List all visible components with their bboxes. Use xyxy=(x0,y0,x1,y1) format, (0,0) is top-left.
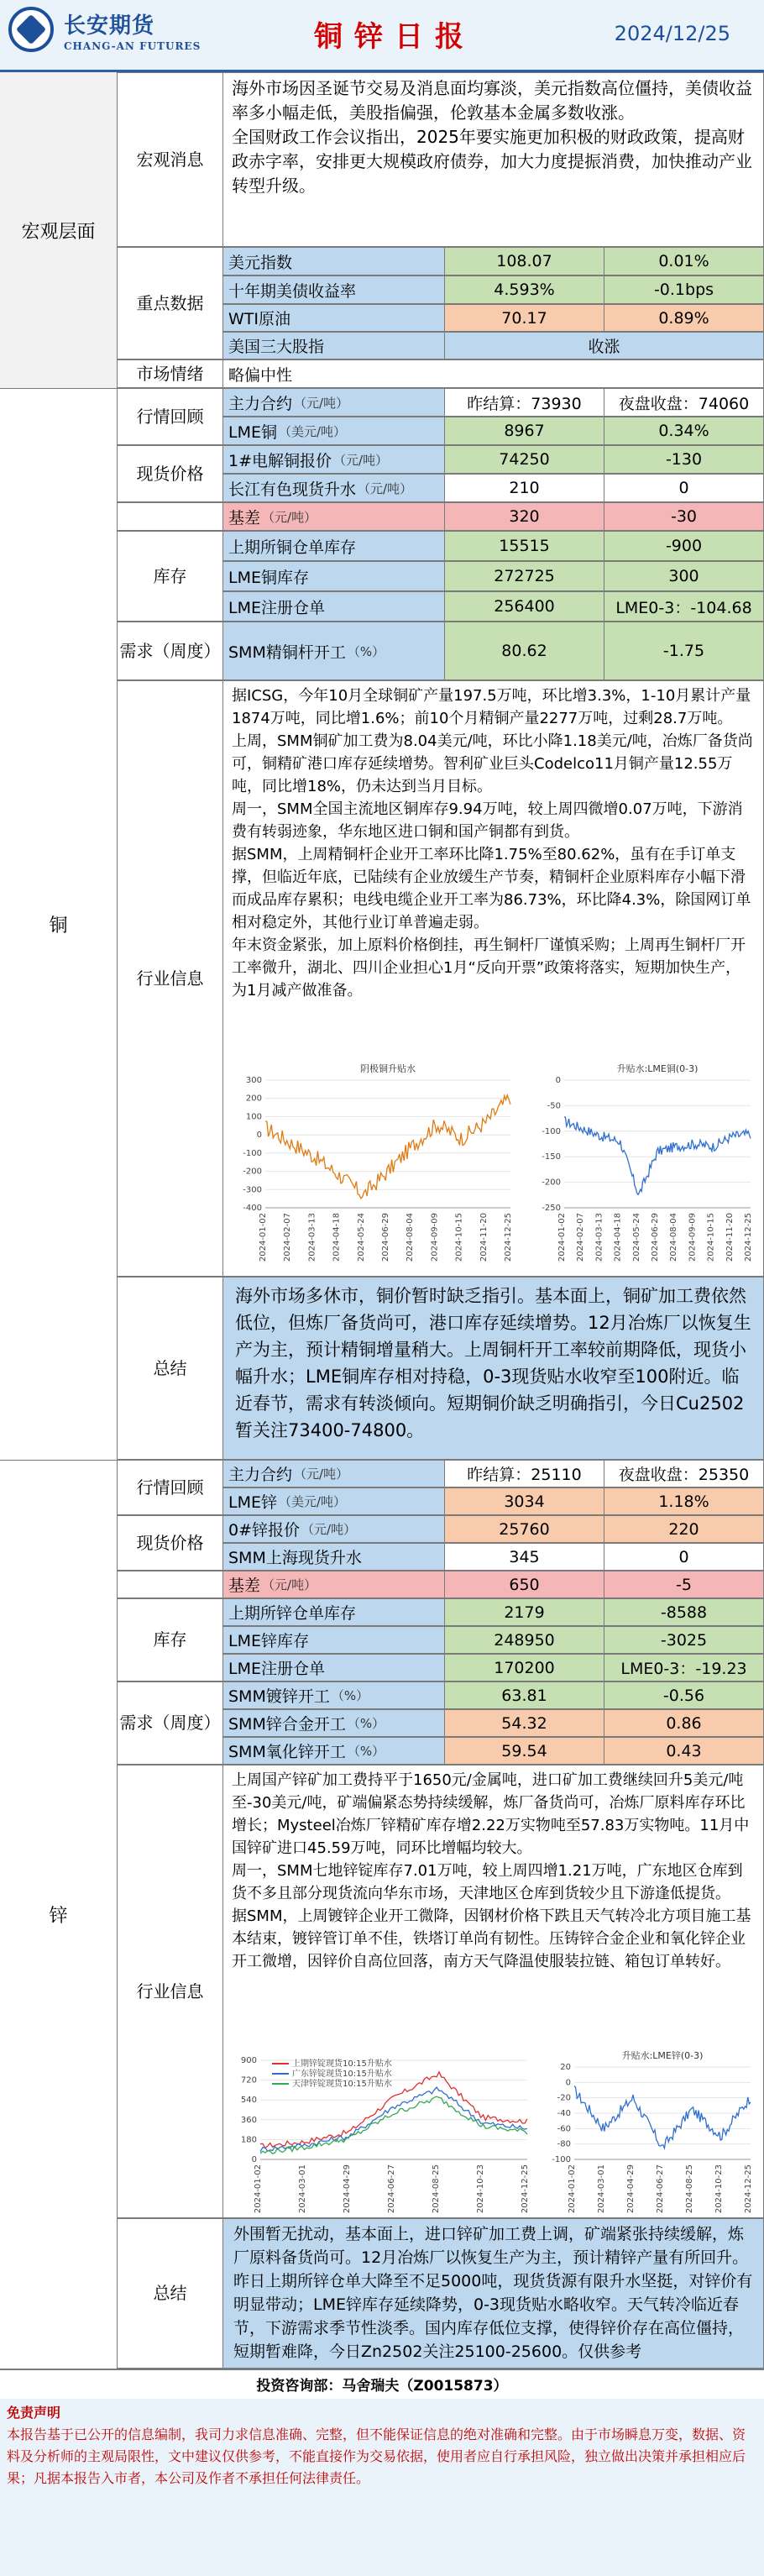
copper-rod-operating-value: 80.62 xyxy=(445,622,604,680)
row-label-review: 行情回顾 xyxy=(118,388,223,445)
copper-spot-premium xyxy=(223,474,445,502)
item-unit: （美元/吨） xyxy=(278,1494,347,1509)
key-data-name: 美国三大股指 xyxy=(223,332,445,359)
row-label-stock: 库存 xyxy=(118,531,223,622)
logo-icon xyxy=(8,7,54,52)
x-tick-label: 2024-04-29 xyxy=(343,2164,352,2213)
x-tick-label: 2024-03-01 xyxy=(597,2164,606,2213)
report-title: 铜锌日报 xyxy=(314,20,475,54)
key-data-name: WTI原油 xyxy=(223,304,445,332)
item-name: SMM上海现货升水 xyxy=(228,1549,362,1567)
section-label: 宏观层面 xyxy=(21,221,96,243)
y-tick-label: -100 xyxy=(243,1148,262,1158)
copper-prev-settle: 昨结算：73930 xyxy=(445,388,604,417)
legend-label: 天津锌锭现货10:15升贴水 xyxy=(292,2080,392,2089)
item-name: SMM氧化锌开工 xyxy=(228,1743,346,1761)
market-sentiment: 略偏中性 xyxy=(223,359,764,388)
zinc-lme-stock-change: -3025 xyxy=(604,1626,764,1654)
zinc-oxide-operating xyxy=(223,1737,445,1765)
zinc-alloy-value: 54.32 xyxy=(445,1709,604,1737)
copper-spot-price: 74250 xyxy=(445,445,604,474)
row-label-empty xyxy=(118,502,223,531)
x-tick-label: 2024-03-13 xyxy=(594,1213,604,1262)
section-zinc xyxy=(0,1460,118,2369)
copper-lme-spread: LME0-3：-104.68 xyxy=(604,591,764,622)
x-tick-label: 2024-03-01 xyxy=(298,2164,307,2213)
zinc-lme-change: 1.18% xyxy=(604,1487,764,1515)
y-tick-label: 0 xyxy=(555,1076,561,1085)
copper-basis xyxy=(223,502,445,531)
copper-shfe-warrant: 上期所铜仓单库存 xyxy=(223,531,445,561)
chart-svg xyxy=(546,2047,757,2213)
zinc-lme-spread: LME0-3：-19.23 xyxy=(604,1654,764,1681)
zinc-lme xyxy=(223,1487,445,1515)
row-label-review: 行情回顾 xyxy=(118,1460,223,1515)
zinc-lme-stock-value: 248950 xyxy=(445,1626,604,1654)
key-data-name: 十年期美债收益率 xyxy=(223,275,445,304)
zinc-lme-warrant: LME注册仓单 xyxy=(223,1654,445,1681)
chart-svg xyxy=(232,2047,534,2213)
x-tick-label: 2024-01-02 xyxy=(568,2164,577,2213)
legend-label: 广东锌锭现货10:15升贴水 xyxy=(292,2070,392,2079)
y-tick-label: 0 xyxy=(256,1131,262,1141)
chart-title: 升贴水:LME铜(0-3) xyxy=(616,1063,699,1074)
chart-lme-copper-spread xyxy=(531,1060,757,1270)
chart-title: 阴极铜升贴水 xyxy=(360,1063,416,1074)
zinc-spot-quote xyxy=(223,1515,445,1543)
row-label-spot: 现货价格 xyxy=(118,445,223,502)
key-data-change: 0.01% xyxy=(604,247,764,275)
row-label-empty xyxy=(118,1571,223,1598)
x-tick-label: 2024-04-18 xyxy=(613,1213,623,1262)
macro-news-paragraph: 全国财政工作会议指出，2025年要实施更加积极的财政政策，提高财政赤字率，安排更大规模政府债券，加大力度提振消费，加快推动产业转型升级。 xyxy=(232,127,752,196)
zinc-shfe-warrant-value: 2179 xyxy=(445,1598,604,1626)
row-label-macro-news: 宏观消息 xyxy=(118,72,223,247)
zinc-basis xyxy=(223,1571,445,1598)
key-data-value: 108.07 xyxy=(445,247,604,275)
x-tick-label: 2024-03-13 xyxy=(307,1213,317,1262)
section-label: 锌 xyxy=(49,1906,68,1927)
y-tick-label: 0 xyxy=(251,2155,257,2164)
info-paragraph: 上周国产锌矿加工费持平于1650元/金属吨，进口矿加工费继续回升5美元/吨至-30美元/吨，矿端偏紧态势持续缓解，炼厂备货尚可，冶炼厂原料库存环比增长；Mysteel冶炼厂锌精矿库存增2.22万实物吨至57.83万实物吨。11月中国锌矿进口45.59万吨，同环比增幅均较大。 xyxy=(232,1771,750,1857)
logo-english-name: CHANG-AN FUTURES xyxy=(64,40,201,52)
copper-night-close: 夜盘收盘：74060 xyxy=(604,388,764,417)
x-tick-label: 2024-12-25 xyxy=(744,1213,753,1262)
copper-lme-stock-change: 300 xyxy=(604,561,764,591)
zinc-galvanizing-operating xyxy=(223,1681,445,1709)
x-tick-label: 2024-12-25 xyxy=(744,2164,753,2213)
item-unit: （美元/吨） xyxy=(278,423,347,439)
copper-summary: 海外市场多休市，铜价暂时缺乏指引。基本面上，铜矿加工费依然低位，但炼厂备货尚可，港口库存延续增势。12月冶炼厂以恢复生产为主，预计精铜增量稍大。上周铜杆开工率较前期降低，现货小幅升水；LME铜库存相对持稳，0-3现货贴水收窄至100附近。临近春节，需求有转淡倾向。短期铜价缺乏明确指引，今日Cu2502暂关注73400-74800。 xyxy=(223,1277,764,1460)
y-tick-label: -40 xyxy=(557,2109,571,2118)
key-data-value: 4.593% xyxy=(445,275,604,304)
item-unit: （%） xyxy=(347,1744,385,1759)
key-data-change: 0.89% xyxy=(604,304,764,332)
info-paragraph: 上周，SMM铜矿加工费为8.04美元/吨，环比小降1.18美元/吨，冶炼厂备货尚可，铜精矿港口库存延续增势。智利矿业巨头Codelco11月铜产量12.55万吨，同比增18%，仍未达到当月目标。 xyxy=(232,732,753,795)
macro-news-paragraph: 海外市场因圣诞节交易及消息面均寡淡，美元指数高位僵持，美债收益率多小幅走低，美股指偏强，伦敦基本金属多数收涨。 xyxy=(232,78,752,123)
copper-spot-quote xyxy=(223,445,445,474)
section-copper xyxy=(0,388,118,1460)
y-tick-label: 180 xyxy=(240,2135,257,2145)
y-tick-label: -60 xyxy=(557,2124,571,2134)
item-unit: （元/吨） xyxy=(301,1522,357,1537)
copper-basis-value: 320 xyxy=(445,502,604,531)
copper-basis-change: -30 xyxy=(604,502,764,531)
x-tick-label: 2024-11-20 xyxy=(479,1213,489,1262)
key-data-value: 70.17 xyxy=(445,304,604,332)
y-tick-label: -20 xyxy=(557,2093,571,2103)
key-data-change: -0.1bps xyxy=(604,275,764,304)
info-paragraph: 据ICSG，今年10月全球铜矿产量197.5万吨，环比增3.3%，1-10月累计产量1874万吨，同比增1.6%；前10个月精铜产量2277万吨，过剩28.7万吨。 xyxy=(232,687,751,727)
legend-label: 上期锌锭现货10:15升贴水 xyxy=(292,2059,392,2069)
x-tick-label: 2024-05-24 xyxy=(631,1213,641,1262)
y-tick-label: 900 xyxy=(240,2056,257,2065)
copper-lme xyxy=(223,417,445,445)
chart-zinc-spot-premium xyxy=(232,2047,534,2213)
item-name: 0#锌报价 xyxy=(228,1521,301,1540)
macro-news-text xyxy=(223,72,764,247)
x-tick-label: 2024-08-25 xyxy=(432,2164,441,2213)
section-macro xyxy=(0,72,118,388)
zinc-oxide-value: 59.54 xyxy=(445,1737,604,1765)
item-unit: （元/吨） xyxy=(262,509,317,525)
zinc-lme-price: 3034 xyxy=(445,1487,604,1515)
copper-premium-change: 0 xyxy=(604,474,764,502)
section-label: 铜 xyxy=(49,916,68,936)
row-label-stock: 库存 xyxy=(118,1598,223,1681)
zinc-spot-premium xyxy=(223,1543,445,1571)
x-tick-label: 2024-09-09 xyxy=(430,1213,440,1262)
item-name: SMM精铜杆开工 xyxy=(228,643,346,662)
y-tick-label: 720 xyxy=(240,2075,257,2085)
x-tick-label: 2024-06-27 xyxy=(387,2164,396,2213)
x-tick-label: 2024-02-07 xyxy=(576,1213,586,1262)
row-label-sentiment: 市场情绪 xyxy=(118,359,223,388)
x-tick-label: 2024-10-23 xyxy=(714,2164,724,2213)
zinc-night-close: 夜盘收盘：25350 xyxy=(604,1460,764,1487)
row-label-demand: 需求（周度） xyxy=(118,622,223,680)
chart-svg xyxy=(531,1060,757,1270)
item-name: SMM镀锌开工 xyxy=(228,1687,330,1706)
item-name: 主力合约 xyxy=(228,1466,293,1484)
x-tick-label: 2024-06-29 xyxy=(381,1213,390,1262)
y-tick-label: 360 xyxy=(240,2115,257,2125)
y-tick-label: -200 xyxy=(542,1178,561,1188)
copper-main-contract xyxy=(223,388,445,417)
row-label-summary: 总结 xyxy=(118,2218,223,2369)
item-name: SMM锌合金开工 xyxy=(228,1715,346,1734)
zinc-lme-warrant-value: 170200 xyxy=(445,1654,604,1681)
zinc-premium-change: 0 xyxy=(604,1543,764,1571)
x-tick-label: 2024-06-29 xyxy=(651,1213,660,1262)
x-tick-label: 2024-10-15 xyxy=(454,1213,464,1262)
series-line xyxy=(265,1095,510,1199)
zinc-basis-change: -5 xyxy=(604,1571,764,1598)
x-tick-label: 2024-04-18 xyxy=(332,1213,342,1262)
report-header xyxy=(0,0,764,72)
y-tick-label: -200 xyxy=(243,1167,262,1177)
item-unit: （元/吨） xyxy=(294,395,349,411)
copper-lme-price: 8967 xyxy=(445,417,604,445)
item-unit: （元/吨） xyxy=(294,1466,349,1482)
x-tick-label: 2024-01-02 xyxy=(254,2164,263,2213)
x-tick-label: 2024-12-25 xyxy=(504,1213,513,1262)
row-label-industry-info: 行业信息 xyxy=(118,1765,223,2218)
y-tick-label: 540 xyxy=(240,2096,257,2106)
item-name: 1#电解铜报价 xyxy=(228,451,332,470)
x-tick-label: 2024-06-27 xyxy=(656,2164,665,2213)
y-tick-label: -400 xyxy=(243,1204,262,1213)
item-name: LME锌 xyxy=(228,1493,277,1512)
x-tick-label: 2024-10-23 xyxy=(476,2164,485,2213)
copper-lme-change: 0.34% xyxy=(604,417,764,445)
info-paragraph: 年末资金紧张，加上原料价格倒挂，再生铜杆厂谨慎采购；上周再生铜杆厂开工率微升，湖北、四川企业担心1月“反向开票”政策将落实，短期加快生产，为1月减产做准备。 xyxy=(232,936,746,999)
zinc-basis-value: 650 xyxy=(445,1571,604,1598)
y-tick-label: -50 xyxy=(547,1101,561,1111)
chart-svg xyxy=(232,1060,517,1270)
logo-chinese-name: 长安期货 xyxy=(64,13,155,39)
x-tick-label: 2024-09-09 xyxy=(688,1213,698,1262)
key-data-change: 收涨 xyxy=(445,332,764,359)
copper-rod-operating-change: -1.75 xyxy=(604,622,764,680)
zinc-shfe-warrant: 上期所锌仓单库存 xyxy=(223,1598,445,1626)
x-tick-label: 2024-02-07 xyxy=(283,1213,293,1262)
copper-lme-warrant: LME注册仓单 xyxy=(223,591,445,622)
item-name: 基差 xyxy=(228,508,261,527)
y-tick-label: -100 xyxy=(542,1126,561,1136)
copper-lme-stock-value: 272725 xyxy=(445,561,604,591)
x-tick-label: 2024-01-02 xyxy=(557,1213,567,1262)
analyst-contact: 投资咨询部：马舍瑞夫（Z0015873） xyxy=(0,2369,764,2397)
row-label-spot: 现货价格 xyxy=(118,1515,223,1571)
key-data-name: 美元指数 xyxy=(223,247,445,275)
x-tick-label: 2024-12-25 xyxy=(521,2164,530,2213)
x-tick-label: 2024-11-20 xyxy=(725,1213,735,1262)
zinc-alloy-change: 0.86 xyxy=(604,1709,764,1737)
item-unit: （元/吨） xyxy=(333,452,389,468)
disclaimer xyxy=(0,2399,764,2576)
x-tick-label: 2024-08-04 xyxy=(669,1213,679,1262)
y-tick-label: -300 xyxy=(243,1185,262,1195)
chart-title: 升贴水:LME锌(0-3) xyxy=(621,2050,704,2061)
y-tick-label: 20 xyxy=(560,2063,571,2072)
x-tick-label: 2024-05-24 xyxy=(356,1213,366,1262)
y-tick-label: -250 xyxy=(542,1204,561,1213)
x-tick-label: 2024-10-15 xyxy=(706,1213,716,1262)
info-paragraph: 周一，SMM全国主流地区铜库存9.94万吨，较上周四微增0.07万吨，下游消费有转弱迹象，华东地区进口铜和国产铜都有到货。 xyxy=(232,800,743,841)
chart-lme-zinc-spread xyxy=(546,2047,757,2213)
disclaimer-text: 本报告基于已公开的信息编制，我司力求信息准确、完整，但不能保证信息的绝对准确和完整。由于市场瞬息万变，数据、资料及分析师的主观局限性，文中建议仅供参考，不能直接作为交易依据，使用者应自行承担风险，独立做出决策并承担相应后果；凡据本报告入市者，本公司及作者不承担任何法律责任。 xyxy=(7,2426,746,2486)
report-date: 2024/12/25 xyxy=(614,22,730,45)
y-tick-label: 200 xyxy=(245,1094,262,1104)
y-tick-label: -80 xyxy=(557,2139,571,2149)
item-unit: （元/吨） xyxy=(262,1577,317,1592)
y-tick-label: -150 xyxy=(542,1152,561,1162)
copper-shfe-warrant-value: 15515 xyxy=(445,531,604,561)
company-logo xyxy=(8,7,201,66)
zinc-main-contract xyxy=(223,1460,445,1487)
row-label-demand: 需求（周度） xyxy=(118,1681,223,1765)
y-tick-label: 300 xyxy=(245,1076,262,1085)
disclaimer-title: 免责声明 xyxy=(7,2405,61,2421)
series-line xyxy=(564,1117,751,1194)
y-tick-label: -100 xyxy=(552,2155,571,2164)
zinc-spot-price: 25760 xyxy=(445,1515,604,1543)
x-tick-label: 2024-01-02 xyxy=(259,1213,268,1262)
y-tick-label: 0 xyxy=(565,2078,571,2088)
copper-lme-stock: LME铜库存 xyxy=(223,561,445,591)
zinc-premium-value: 345 xyxy=(445,1543,604,1571)
zinc-summary: 外围暂无扰动，基本面上，进口锌矿加工费上调，矿端紧张持续缓解，炼厂原料备货尚可。12月冶炼厂以恢复生产为主，预计精锌产量有所回升。昨日上期所锌仓单大降至不足5000吨，现货货源有限升水坚挺，对锌价有明显带动；LME锌库存延续降势，0-3现货贴水略收窄。天气转冷临近春节，下游需求季节性淡季。国内库存低位支撑，使得锌价存在高位僵持，短期暂难降，今日Zn2502关注25100-25600。仅供参考 xyxy=(223,2218,764,2369)
info-paragraph: 周一，SMM七地锌锭库存7.01万吨，较上周四增1.21万吨，广东地区仓库到货不多且部分现货流向华东市场，天津地区仓库到货较少且下游逢低提货。 xyxy=(232,1862,743,1902)
item-name: 长江有色现货升水 xyxy=(228,480,357,499)
item-unit: （%） xyxy=(331,1688,369,1703)
zinc-galvanizing-value: 63.81 xyxy=(445,1681,604,1709)
zinc-alloy-operating xyxy=(223,1709,445,1737)
zinc-lme-stock: LME锌库存 xyxy=(223,1626,445,1654)
copper-rod-operating xyxy=(223,622,445,680)
copper-premium-value: 210 xyxy=(445,474,604,502)
item-name: 基差 xyxy=(228,1577,261,1595)
copper-spot-change: -130 xyxy=(604,445,764,474)
info-paragraph: 据SMM，上周精铜杆企业开工率环比降1.75%至80.62%，虽有在手订单支撑，但临近年底，已陆续有企业放缓生产节奏，精铜杆企业原料库存小幅下滑而成品库存累积；电线电缆企业开工率为86.73%，环比降4.3%，除国网订单相对稳定外，其他行业订单普遍走弱。 xyxy=(232,846,751,931)
x-tick-label: 2024-04-29 xyxy=(626,2164,636,2213)
copper-lme-warrant-value: 256400 xyxy=(445,591,604,622)
info-paragraph: 据SMM，上周镀锌企业开工微降，因钢材价格下跌且天气转冷北方项目施工基本结束，镀锌管订单不佳，铁塔订单尚有韧性。压铸锌合金企业和氧化锌企业开工微增，因锌价自高位回落，南方天气降温使服装拉链、箱包订单转好。 xyxy=(232,1907,751,1970)
item-name: LME铜 xyxy=(228,422,277,442)
copper-shfe-warrant-change: -900 xyxy=(604,531,764,561)
x-tick-label: 2024-08-25 xyxy=(685,2164,694,2213)
series-line xyxy=(574,2086,751,2148)
row-label-key-data: 重点数据 xyxy=(118,247,223,359)
chart-copper-cathode-premium xyxy=(232,1060,517,1270)
row-label-industry-info: 行业信息 xyxy=(118,680,223,1277)
item-unit: （%） xyxy=(347,643,385,659)
zinc-shfe-warrant-change: -8588 xyxy=(604,1598,764,1626)
zinc-oxide-change: 0.43 xyxy=(604,1737,764,1765)
item-unit: （元/吨） xyxy=(358,480,413,496)
x-tick-label: 2024-08-04 xyxy=(406,1213,416,1262)
item-unit: （%） xyxy=(347,1716,385,1731)
y-tick-label: 100 xyxy=(245,1112,262,1122)
zinc-prev-settle: 昨结算：25110 xyxy=(445,1460,604,1487)
zinc-spot-change: 220 xyxy=(604,1515,764,1543)
row-label-summary: 总结 xyxy=(118,1277,223,1460)
zinc-galvanizing-change: -0.56 xyxy=(604,1681,764,1709)
item-name: 主力合约 xyxy=(228,394,293,413)
